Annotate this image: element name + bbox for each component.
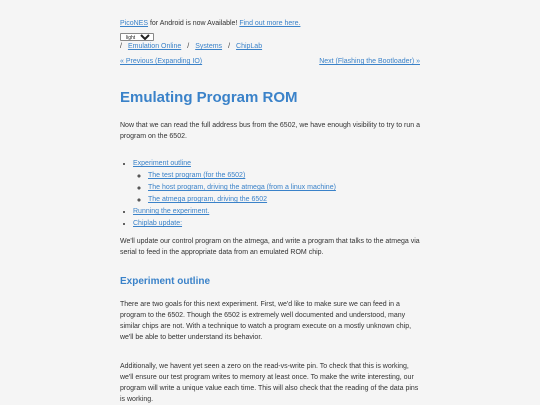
toc-subitem: [148, 194, 336, 206]
toc-link-test-program[interactable]: The test program (for the 6502): [148, 172, 246, 179]
breadcrumb-separator: /: [187, 43, 190, 50]
toc-subitem: [148, 170, 336, 182]
piconees-link[interactable]: PicoNES: [120, 20, 149, 27]
breadcrumb-chiplab[interactable]: ChipLab: [236, 43, 263, 50]
banner-text: for Android is now Available!: [148, 20, 240, 27]
previous-page-link[interactable]: « Previous (Expanding IO): [120, 58, 203, 65]
theme-select[interactable]: [120, 33, 154, 41]
toc-link-running-experiment[interactable]: Running the experiment.: [133, 208, 210, 215]
toc-link-chiplab-update[interactable]: Chiplab update:: [133, 220, 183, 227]
toc-link-host-program[interactable]: The host program, driving the atmega (from a linux machine): [148, 184, 336, 191]
toc-item: [133, 158, 336, 206]
breadcrumb-systems[interactable]: Systems: [195, 43, 223, 50]
breadcrumb: [120, 42, 262, 53]
breadcrumb-separator: /: [228, 43, 231, 50]
section-heading: Experiment outline: [120, 276, 211, 287]
toc-subitem: [148, 182, 336, 194]
toc-link-experiment-outline[interactable]: Experiment outline: [133, 160, 191, 167]
toc-sublist: [133, 170, 336, 206]
section-paragraph-1: There are two goals for this next experiment. First, we'd like to make sure we can feed in a program to the 6502. Though the 6502 is extremely well documented and understood, many similar chips are not. With a technique to watch a program execute on a mostly unknown chip, we'll be able to better understand its behavior.: [120, 301, 412, 341]
breadcrumb-separator: /: [120, 43, 122, 50]
toc-link-atmega-program[interactable]: The atmega program, driving the 6502: [148, 196, 268, 203]
toc-item: [133, 218, 336, 230]
table-of-contents: [120, 158, 336, 230]
announcement-banner: [120, 19, 300, 30]
toc-item: [133, 206, 336, 218]
section-paragraph-2: Additionally, we havent yet seen a zero on the read-vs-write pin. To check that this is working, we'll ensure our test program writes to memory at least once. To make the write interesting, our program will write a unique value each time. This will also check that the reading of the data pins is working.: [120, 363, 419, 403]
summary-paragraph: We'll update our control program on the atmega, and write a program that talks to the atmega via serial to feed in the appropriate data from an emulated ROM chip.: [120, 238, 420, 256]
breadcrumb-emulation-online[interactable]: Emulation Online: [127, 43, 182, 50]
next-page-link[interactable]: Next (Flashing the Bootloader) »: [319, 58, 420, 65]
page-title: Emulating Program ROM: [120, 89, 298, 106]
intro-paragraph: Now that we can read the full address bus from the 6502, we have enough visibility to try to run a program on the 6502.: [120, 122, 420, 140]
find-out-more-link[interactable]: Find out more here.: [239, 20, 301, 27]
